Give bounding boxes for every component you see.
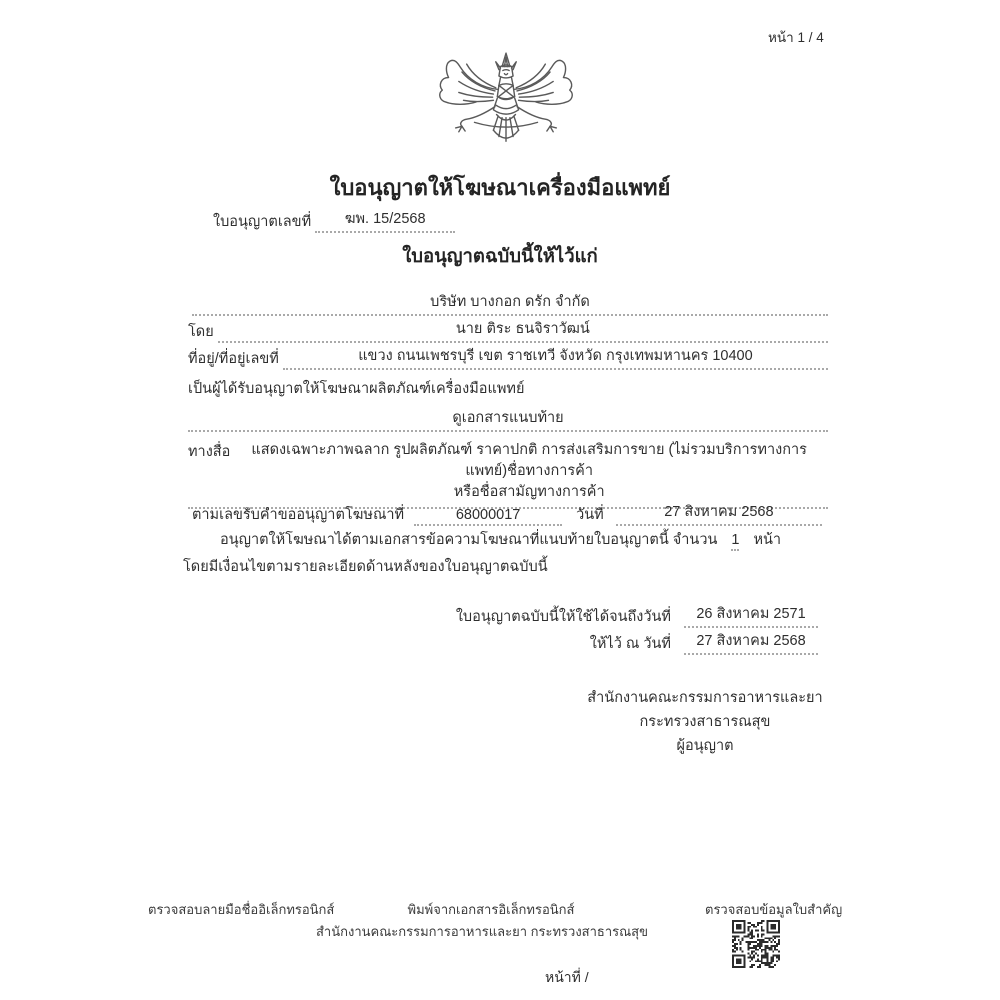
document-title: ใบอนุญาตให้โฆษณาเครื่องมือแพทย์ bbox=[329, 175, 671, 200]
application-date-label: วันที่ bbox=[576, 507, 604, 523]
application-number-label: ตามเลขรับคำขออนุญาตโฆษณาที่ bbox=[192, 507, 405, 523]
representative-name: นาย ติระ ธนจิราวัฒน์ bbox=[218, 317, 828, 343]
qr-code-icon bbox=[732, 920, 780, 968]
issued-on-label: ให้ไว้ ณ วันที่ bbox=[589, 636, 671, 652]
verify-signature-label: ตรวจสอบลายมือชื่ออิเล็กทรอนิกส์ bbox=[148, 902, 335, 917]
issued-to-heading: ใบอนุญาตฉบับนี้ให้ไว้แก่ bbox=[402, 245, 598, 266]
valid-until-label: ใบอนุญาตฉบับนี้ให้ใช้ได้จนถึงวันที่ bbox=[455, 609, 671, 625]
company-row bbox=[192, 290, 828, 316]
issued-on-date: 27 สิงหาคม 2568 bbox=[684, 629, 818, 655]
signing-ministry: กระทรวงสาธารณสุข bbox=[639, 714, 771, 730]
signature-block bbox=[560, 686, 850, 758]
signer-title: ผู้อนุญาต bbox=[676, 738, 734, 754]
by-label: โดย bbox=[188, 324, 214, 340]
garuda-emblem-icon bbox=[425, 50, 587, 168]
valid-until-row bbox=[380, 602, 818, 628]
attachment-row bbox=[188, 406, 828, 432]
license-number-row bbox=[213, 207, 455, 233]
address-value: แขวง ถนนเพชรบุรี เขต ราชเทวี จังหวัด กรุงเทพมหานคร 10400 bbox=[283, 344, 828, 370]
issued-on-row bbox=[380, 629, 818, 655]
company-name: บริษัท บางกอก ดรัก จำกัด bbox=[192, 290, 828, 316]
verify-data-label: ตรวจสอบข้อมูลใบสำคัญ bbox=[705, 902, 843, 917]
valid-until-date: 26 สิงหาคม 2571 bbox=[684, 602, 818, 628]
page-indicator: หน้า 1 / 4 bbox=[768, 30, 824, 45]
attachment-note: ดูเอกสารแนบท้าย bbox=[188, 406, 828, 432]
grant-statement: เป็นผู้ได้รับอนุญาตให้โฆษณาผลิตภัณฑ์เครื่องมือแพทย์ bbox=[188, 381, 525, 397]
conditions-note: โดยมีเงื่อนไขตามรายละเอียดด้านหลังของใบอนุญาตฉบับนี้ bbox=[183, 559, 548, 575]
address-row bbox=[188, 344, 828, 370]
application-date: 27 สิงหาคม 2568 bbox=[616, 500, 822, 526]
pages-unit: หน้า bbox=[753, 532, 782, 548]
bottom-page-label: หน้าที่ / bbox=[545, 969, 589, 985]
license-number-value: ฆพ. 15/2568 bbox=[315, 207, 455, 233]
media-value-line1: แสดงเฉพาะภาพฉลาก รูปผลิตภัณฑ์ ราคาปกติ การส่งเสริมการขาย (ไม่รวมบริการทางการแพทย์)ชื่อทางการค้า bbox=[251, 442, 807, 479]
media-label: ทางสื่อ bbox=[188, 444, 231, 460]
address-label: ที่อยู่/ที่อยู่เลขที่ bbox=[188, 351, 279, 367]
media-value bbox=[230, 440, 828, 503]
application-number: 68000017 bbox=[414, 507, 562, 526]
application-row bbox=[192, 500, 822, 526]
printed-from-label: พิมพ์จากเอกสารอิเล็กทรอนิกส์ bbox=[407, 902, 575, 917]
media-row bbox=[188, 440, 828, 509]
representative-row bbox=[188, 317, 828, 343]
media-value-line2: หรือชื่อสามัญทางการค้า bbox=[453, 484, 605, 500]
printed-org-label: สำนักงานคณะกรรมการอาหารและยา กระทรวงสาธารณสุข bbox=[315, 924, 649, 939]
license-number-label: ใบอนุญาตเลขที่ bbox=[213, 214, 312, 230]
approval-statement: อนุญาตให้โฆษณาได้ตามเอกสารข้อความโฆษณาที่แนบท้ายใบอนุญาตนี้ จำนวน bbox=[220, 532, 718, 548]
approval-row bbox=[192, 528, 782, 551]
signing-organization: สำนักงานคณะกรรมการอาหารและยา bbox=[587, 690, 823, 706]
pages-count: 1 bbox=[731, 532, 739, 551]
